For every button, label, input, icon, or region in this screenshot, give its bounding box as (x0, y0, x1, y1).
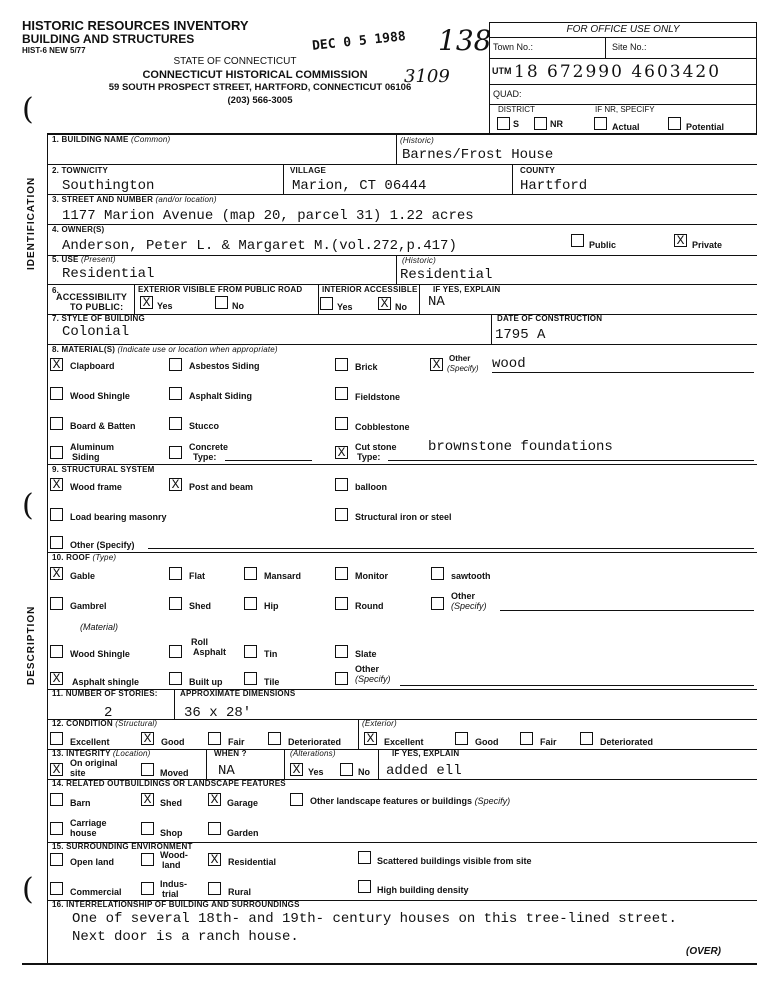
built-up-checkbox[interactable] (169, 672, 182, 685)
style-value[interactable]: Colonial (62, 324, 130, 340)
construction-date-label: DATE OF CONSTRUCTION (497, 314, 603, 323)
tin-label: Tin (264, 649, 278, 659)
sawtooth-label: sawtooth (451, 571, 491, 581)
slate-checkbox[interactable] (335, 645, 348, 658)
cut-stone-checkbox[interactable]: X (335, 446, 348, 459)
stories-label: 11. NUMBER OF STORIES: (52, 689, 158, 698)
integrity-explain-label: IF YES, EXPLAIN (392, 749, 460, 758)
concrete-label: Concrete (189, 442, 229, 452)
barn-label: Barn (70, 798, 91, 808)
commercial-checkbox[interactable] (50, 882, 63, 895)
tile-label: Tile (264, 677, 280, 687)
integrity-when-label: WHEN ? (214, 749, 247, 758)
utm-value: 18 672990 4603420 (514, 62, 722, 82)
load-bearing-label: Load bearing masonry (70, 512, 167, 522)
interrelationship-line-2[interactable]: Next door is a ranch house. (72, 929, 299, 945)
handwritten-number: 138 (438, 24, 492, 57)
fieldstone-checkbox[interactable] (335, 387, 348, 400)
condition-label: 12. CONDITION (Structural) (52, 719, 158, 728)
exterior-deteriorated-label: Deteriorated (600, 737, 654, 747)
tin-checkbox[interactable] (244, 645, 257, 658)
utm-label: UTM (492, 66, 512, 76)
industrial-checkbox[interactable] (141, 882, 154, 895)
alterations-label: (Alterations) (290, 749, 336, 758)
commercial-label: Commercial (70, 887, 122, 897)
asphalt-shingle-checkbox[interactable]: X (50, 672, 63, 685)
interrelationship-line-1[interactable]: One of several 18th- and 19th- century houses on this tree-lined street. (72, 911, 677, 927)
exterior-excellent-label: Excellent (384, 737, 424, 747)
roof-label: 10. ROOF (Type) (52, 553, 117, 562)
aluminum-label: Aluminum (70, 442, 114, 452)
nr-potential-checkbox[interactable] (668, 117, 681, 130)
district-s-checkbox[interactable] (497, 117, 510, 130)
concrete-type-label: Type: (193, 452, 217, 462)
interrelationship-label: 16. INTERRELATIONSHIP OF BUILDING AND SURROUNDINGS (52, 900, 300, 909)
exterior-good-label: Good (475, 737, 499, 747)
post-beam-checkbox[interactable]: X (169, 478, 182, 491)
structural-good-label: Good (161, 737, 185, 747)
material-specify-label: (Specify) (447, 364, 479, 373)
carriage-house-checkbox[interactable] (50, 822, 63, 835)
scattered-buildings-checkbox[interactable] (358, 851, 371, 864)
residential-checkbox[interactable]: X (208, 853, 221, 866)
wood-frame-label: Wood frame (70, 482, 122, 492)
structural-fair-label: Fair (228, 737, 245, 747)
open-land-checkbox[interactable] (50, 853, 63, 866)
mansard-checkbox[interactable] (244, 567, 257, 580)
outbuilding-shed-checkbox[interactable]: X (141, 793, 154, 806)
structural-excellent-checkbox[interactable] (50, 732, 63, 745)
scattered-buildings-label: Scattered buildings visible from site (377, 856, 532, 866)
stucco-checkbox[interactable] (169, 417, 182, 430)
built-up-label: Built up (189, 677, 223, 687)
roof-wood-shingle-checkbox[interactable] (50, 645, 63, 658)
high-density-label: High building density (377, 885, 469, 895)
asbestos-label: Asbestos Siding (189, 361, 260, 371)
roof-shed-checkbox[interactable] (169, 597, 182, 610)
roof-shed-label: Shed (189, 601, 212, 611)
roof-specify-label: (Specify) (451, 601, 487, 611)
cut-stone-type-label: Type: (357, 452, 381, 462)
agency-name: CONNECTICUT HISTORICAL COMMISSION (142, 69, 368, 81)
gambrel-label: Gambrel (70, 601, 107, 611)
asbestos-checkbox[interactable] (169, 358, 182, 371)
garage-checkbox[interactable]: X (208, 793, 221, 806)
rural-checkbox[interactable] (208, 882, 221, 895)
owner-private-checkbox[interactable]: X (674, 234, 687, 247)
roof-material-other-checkbox[interactable] (335, 672, 348, 685)
access-explain-value[interactable]: NA (428, 294, 445, 310)
roll-label: Roll (191, 637, 208, 647)
hip-checkbox[interactable] (244, 597, 257, 610)
to-public-label: TO PUBLIC: (70, 302, 124, 312)
garden-label: Garden (227, 828, 259, 838)
monitor-label: Monitor (355, 571, 388, 581)
on-original-site-checkbox[interactable]: X (50, 763, 63, 776)
stucco-label: Stucco (189, 421, 220, 431)
alterations-yes-label: Yes (308, 767, 324, 777)
agency-state: STATE OF CONNECTICUT (173, 56, 297, 67)
structural-iron-label: Structural iron or steel (355, 512, 452, 522)
access-explain-label: IF YES, EXPLAIN (433, 285, 501, 294)
condition-exterior-label: (Exterior) (362, 719, 397, 728)
moved-checkbox[interactable] (141, 763, 154, 776)
outbuildings-label: 14. RELATED OUTBUILDINGS OR LANDSCAPE FEATURES (52, 779, 286, 788)
dimensions-value[interactable]: 36 x 28' (184, 705, 252, 721)
owner-private-label: Private (692, 240, 723, 250)
stories-value[interactable]: 2 (104, 705, 113, 721)
cobblestone-label: Cobblestone (355, 422, 410, 432)
quad-label: QUAD: (493, 89, 522, 99)
accessibility-label: ACCESSIBILITY (56, 292, 128, 302)
interior-yes-checkbox[interactable] (320, 297, 333, 310)
punch-hole-mark: ( (22, 92, 34, 127)
exterior-fair-checkbox[interactable] (520, 732, 533, 745)
site-no-label: Site No.: (612, 42, 647, 52)
district-nr-checkbox[interactable] (534, 117, 547, 130)
hip-label: Hip (264, 601, 279, 611)
wood-shingle-checkbox[interactable] (50, 387, 63, 400)
owner-public-label: Public (589, 240, 617, 250)
exterior-visible-label: EXTERIOR VISIBLE FROM PUBLIC ROAD (138, 285, 303, 294)
county-value[interactable]: Hartford (520, 178, 588, 194)
historic-name-value[interactable]: Barnes/Frost House (402, 147, 554, 163)
town-label: 2. TOWN/CITY (52, 166, 109, 175)
barn-checkbox[interactable] (50, 793, 63, 806)
asphalt-siding-label: Asphalt Siding (189, 391, 252, 401)
construction-date-value[interactable]: 1795 A (495, 327, 546, 343)
county-label: COUNTY (520, 166, 555, 175)
interior-yes-label: Yes (337, 302, 353, 312)
roof-material-specify-label: (Specify) (355, 674, 391, 684)
landscape-other-label: Other landscape features or buildings (Specify) (310, 796, 511, 806)
style-label: 7. STYLE OF BUILDING (52, 314, 145, 323)
exterior-no-checkbox[interactable] (215, 296, 228, 309)
round-label: Round (355, 601, 384, 611)
village-label: VILLAGE (290, 166, 327, 175)
material-other-checkbox[interactable]: X (430, 358, 443, 371)
woodland-checkbox[interactable] (141, 853, 154, 866)
town-value[interactable]: Southington (62, 178, 155, 194)
materials-label: 8. MATERIAL(S) (Indicate use or location when appropriate) (52, 345, 278, 354)
tile-checkbox[interactable] (244, 672, 257, 685)
dimensions-label: APPROXIMATE DIMENSIONS (180, 689, 296, 698)
balloon-label: balloon (355, 482, 387, 492)
owner-label: 4. OWNER(S) (52, 225, 105, 234)
cut-stone-label: Cut stone (355, 442, 397, 452)
sawtooth-checkbox[interactable] (431, 567, 444, 580)
cobblestone-checkbox[interactable] (335, 417, 348, 430)
outbuilding-shed-label: Shed (160, 798, 183, 808)
on-original-label: On original (70, 758, 118, 768)
identification-section-label: IDENTIFICATION (26, 176, 37, 270)
brick-label: Brick (355, 362, 378, 372)
concrete-checkbox[interactable] (169, 446, 182, 459)
board-batten-label: Board & Batten (70, 421, 136, 431)
flat-checkbox[interactable] (169, 567, 182, 580)
roll-asphalt-checkbox[interactable] (169, 645, 182, 658)
interior-no-label: No (395, 302, 407, 312)
nr-potential-label: Potential (686, 122, 725, 132)
carriage-label: Carriage (70, 818, 107, 828)
form-subtitle: BUILDING AND STRUCTURES (22, 32, 195, 46)
open-land-label: Open land (70, 857, 115, 867)
aluminum-checkbox[interactable] (50, 446, 63, 459)
exterior-good-checkbox[interactable] (455, 732, 468, 745)
exterior-fair-label: Fair (540, 737, 557, 747)
fieldstone-label: Fieldstone (355, 392, 401, 402)
asphalt-label: Asphalt (193, 647, 227, 657)
moved-label: Moved (160, 768, 189, 778)
roof-material-other-label: Other (355, 664, 380, 674)
balloon-checkbox[interactable] (335, 478, 348, 491)
district-s-label: S (513, 119, 520, 129)
gambrel-checkbox[interactable] (50, 597, 63, 610)
punch-hole-mark-3: ( (22, 872, 34, 907)
structural-excellent-label: Excellent (70, 737, 110, 747)
monitor-checkbox[interactable] (335, 567, 348, 580)
nr-actual-label: Actual (612, 122, 640, 132)
if-nr-label: IF NR, SPECIFY (595, 105, 655, 114)
round-checkbox[interactable] (335, 597, 348, 610)
exterior-deteriorated-checkbox[interactable] (580, 732, 593, 745)
wood-shingle-label: Wood Shingle (70, 391, 130, 401)
integrity-when-value[interactable]: NA (218, 763, 235, 779)
over-note: (OVER) (686, 946, 721, 957)
flat-label: Flat (189, 571, 206, 581)
handwritten-3109: 3109 (404, 66, 450, 87)
district-label: DISTRICT (498, 105, 535, 114)
alterations-yes-checkbox[interactable]: X (290, 763, 303, 776)
exterior-yes-checkbox[interactable]: X (140, 296, 153, 309)
roof-other-checkbox[interactable] (431, 597, 444, 610)
owner-value[interactable]: Anderson, Peter L. & Margaret M.(vol.272,p.417) (62, 238, 457, 254)
description-section-label: DESCRIPTION (26, 605, 37, 685)
rural-label: Rural (228, 887, 252, 897)
structural-fair-checkbox[interactable] (208, 732, 221, 745)
roof-material-label: (Material) (80, 622, 119, 632)
clapboard-label: Clapboard (70, 361, 115, 371)
high-density-checkbox[interactable] (358, 880, 371, 893)
building-name-label: 1. BUILDING NAME (Common) (52, 135, 171, 144)
interior-no-checkbox[interactable]: X (378, 297, 391, 310)
alterations-no-checkbox[interactable] (340, 763, 353, 776)
board-batten-checkbox[interactable] (50, 417, 63, 430)
shop-label: Shop (160, 828, 183, 838)
environment-label: 15. SURROUNDING ENVIRONMENT (52, 842, 193, 851)
site-label: site (70, 768, 86, 778)
indus-label: Indus- (160, 879, 187, 889)
structural-deteriorated-label: Deteriorated (288, 737, 342, 747)
agency-address: 59 SOUTH PROSPECT STREET, HARTFORD, CONNECTICUT 06106 (108, 82, 412, 93)
material-other-value[interactable]: wood (492, 356, 526, 372)
alterations-explain-value[interactable]: added ell (386, 763, 462, 779)
agency-phone: (203) 566-3005 (227, 95, 293, 106)
use-value[interactable]: Residential (62, 266, 155, 282)
exterior-no-label: No (232, 301, 244, 311)
form-title: HISTORIC RESOURCES INVENTORY (22, 18, 249, 33)
land-label: land (162, 860, 181, 870)
exterior-excellent-checkbox[interactable]: X (364, 732, 377, 745)
garden-checkbox[interactable] (208, 822, 221, 835)
village-value[interactable]: Marion, CT 06444 (292, 178, 427, 194)
cut-stone-value[interactable]: brownstone foundations (428, 439, 613, 455)
garage-label: Garage (227, 798, 259, 808)
street-label: 3. STREET AND NUMBER (and/or location) (52, 195, 217, 204)
gable-label: Gable (70, 571, 96, 581)
brick-checkbox[interactable] (335, 358, 348, 371)
punch-hole-mark-2: ( (22, 488, 34, 523)
structural-other-checkbox[interactable] (50, 536, 63, 549)
slate-label: Slate (355, 649, 377, 659)
received-stamp: DEC 0 5 1988 (311, 29, 407, 54)
office-use-title: FOR OFFICE USE ONLY (566, 24, 680, 35)
residential-label: Residential (228, 857, 277, 867)
accessibility-number: 6. (52, 286, 60, 295)
post-beam-label: Post and beam (189, 482, 254, 492)
landscape-other-checkbox[interactable] (290, 793, 303, 806)
carriage-house-label: house (70, 828, 97, 838)
integrity-label: 13. INTEGRITY (Location) (52, 749, 151, 758)
shop-checkbox[interactable] (141, 822, 154, 835)
structural-good-checkbox[interactable]: X (141, 732, 154, 745)
roof-other-label: Other (451, 591, 476, 601)
alterations-no-label: No (358, 767, 370, 777)
gable-checkbox[interactable]: X (50, 567, 63, 580)
nr-actual-checkbox[interactable] (594, 117, 607, 130)
exterior-yes-label: Yes (157, 301, 173, 311)
trial-label: trial (162, 889, 179, 899)
wood-label: Wood- (160, 850, 188, 860)
aluminum-siding-label: Siding (72, 452, 100, 462)
asphalt-siding-checkbox[interactable] (169, 387, 182, 400)
town-no-label: Town No.: (493, 42, 534, 52)
structural-system-label: 9. STRUCTURAL SYSTEM (52, 465, 155, 474)
roof-wood-shingle-label: Wood Shingle (70, 649, 130, 659)
structural-iron-checkbox[interactable] (335, 508, 348, 521)
owner-public-checkbox[interactable] (571, 234, 584, 247)
material-other-label: Other (449, 354, 471, 363)
historic-use-value[interactable]: Residential (400, 267, 493, 283)
structural-deteriorated-checkbox[interactable] (268, 732, 281, 745)
clapboard-checkbox[interactable]: X (50, 358, 63, 371)
street-value[interactable]: 1177 Marion Avenue (map 20, parcel 31) 1.22 acres (62, 208, 474, 224)
interior-accessible-label: INTERIOR ACCESSIBLE (322, 285, 418, 294)
form-number: HIST-6 NEW 5/77 (22, 46, 86, 55)
use-label: 5. USE (Present) (52, 255, 116, 264)
structural-other-label: Other (Specify) (70, 540, 135, 550)
wood-frame-checkbox[interactable]: X (50, 478, 63, 491)
load-bearing-checkbox[interactable] (50, 508, 63, 521)
mansard-label: Mansard (264, 571, 302, 581)
historic-name-label: (Historic) (400, 136, 434, 145)
historic-use-label: (Historic) (402, 256, 436, 265)
district-nr-label: NR (550, 119, 563, 129)
asphalt-shingle-label: Asphalt shingle (72, 677, 140, 687)
